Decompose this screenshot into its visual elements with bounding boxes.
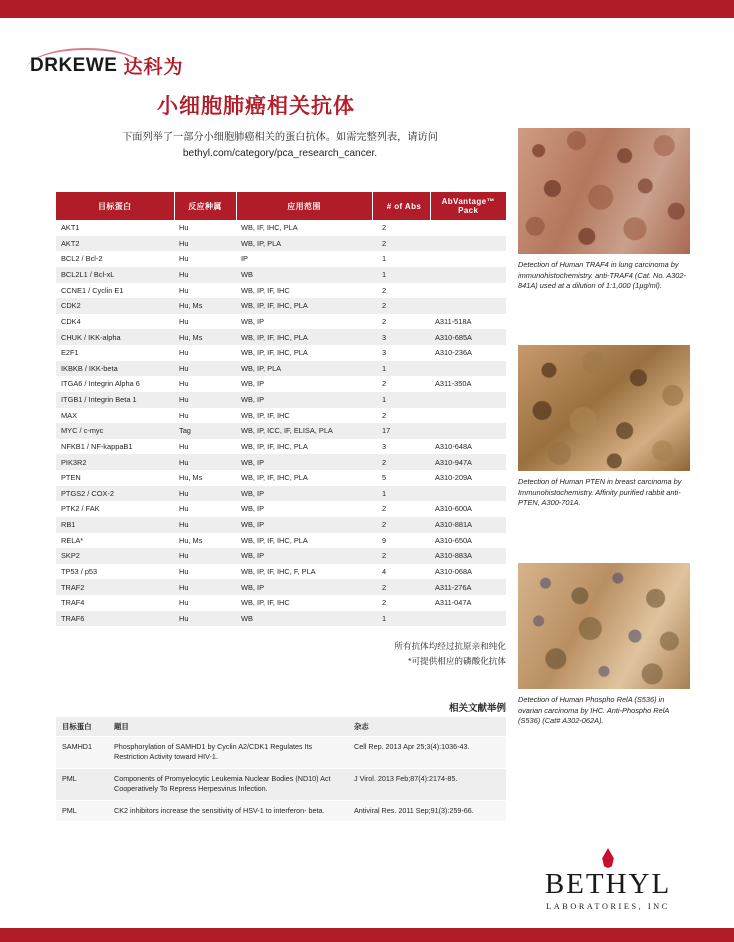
cell-applications: WB (241, 270, 253, 280)
cell-pack (430, 283, 506, 299)
cell-applications: WB, IP, IF, IHC, PLA (241, 441, 308, 451)
cell-species: Hu (179, 379, 189, 389)
cell-abs-count: 2 (382, 551, 387, 561)
cell-pack: A310-068A (435, 566, 472, 576)
column-header-target: 目标蛋白 (56, 192, 174, 220)
cell-species: Hu (179, 520, 189, 530)
cell-pack: A310-685A (435, 332, 472, 342)
cell-species: Hu (179, 316, 189, 326)
ref-cell-journal: Cell Rep. 2013 Apr 25;3(4):1036-43. (348, 737, 506, 769)
cell-species: Hu (179, 285, 189, 295)
cell-applications: WB, IP (241, 488, 264, 498)
cell-abs-count: 1 (382, 488, 387, 498)
cell-species: Hu (179, 551, 189, 561)
cell-pack (430, 423, 506, 439)
cell-abs-count: 3 (382, 441, 387, 451)
cell-target: MYC / c-myc (61, 426, 104, 436)
figure-caption-phospho-rela: Detection of Human Phospho RelA (S536) in ovarian carcinoma by IHC. Anti-Phospho RelA (S536) (Cat# A302-062A). (518, 695, 670, 726)
table-row (56, 236, 506, 252)
cell-abs-count: 5 (382, 473, 387, 483)
cell-pack: A310-648A (435, 441, 472, 451)
footnote-purification: 所有抗体均经过抗原亲和纯化 (394, 641, 506, 651)
table-row (56, 408, 506, 424)
cell-pack (430, 486, 506, 502)
cell-abs-count: 3 (382, 332, 387, 342)
antibody-table (56, 192, 506, 626)
cell-target: CHUK / IKK-alpha (61, 332, 121, 342)
cell-target: AKT1 (61, 223, 80, 233)
cell-applications: WB (241, 613, 253, 623)
cell-target: BCL2L1 / Bcl-xL (61, 270, 115, 280)
cell-species: Hu (179, 504, 189, 514)
brand-chinese-text: 达科为 (123, 57, 184, 78)
intro-paragraph (60, 130, 500, 162)
cell-species: Hu (179, 457, 189, 467)
intro-line-1: 下面列举了一部分小细胞肺癌相关的蛋白抗体。如需完整列表，请访问 (122, 132, 438, 143)
antibody-table-body (56, 220, 506, 626)
cell-applications: WB, IP, IF, IHC, PLA (241, 473, 308, 483)
cell-applications: WB, IP, IF, IHC, PLA (241, 301, 308, 311)
ref-cell-target: PML (56, 800, 108, 821)
cell-applications: WB, IP, ICC, IF, ELISA, PLA (241, 426, 333, 436)
bethyl-logo-subtitle: LABORATORIES, INC (546, 902, 670, 911)
micrograph-image-traf4 (518, 128, 690, 254)
cell-species: Hu, Ms (179, 535, 203, 545)
cell-applications: WB, IP, IF, IHC, PLA (241, 535, 308, 545)
intro-url[interactable]: bethyl.com/category/pca_research_cancer. (182, 147, 378, 159)
cell-target: PTK2 / FAK (61, 504, 100, 514)
cell-abs-count: 17 (382, 426, 391, 436)
cell-target: CCNE1 / Cyclin E1 (61, 285, 124, 295)
table-row (56, 345, 506, 361)
cell-pack (430, 251, 506, 267)
cell-species: Hu (179, 254, 189, 264)
table-row (56, 298, 506, 314)
cell-species: Hu, Ms (179, 473, 203, 483)
table-row (56, 454, 506, 470)
ref-column-header-target: 目标蛋白 (56, 717, 108, 737)
cell-species: Hu (179, 582, 189, 592)
ref-cell-title: Components of Promyelocytic Leukemia Nuclear Bodies (ND10) Act Cooperatively To Repress Herpesvirus Infection. (108, 768, 348, 800)
figure-caption-traf4: Detection of Human TRAF4 in lung carcinoma by immunohistochemistry. anti-TRAF4 (Cat. No. A302-841A) used at a dilution of 1:1,000 (1µg/ml). (518, 260, 686, 291)
table-row (56, 283, 506, 299)
cell-target: RB1 (61, 520, 76, 530)
top-red-bar (0, 0, 734, 18)
cell-target: TP53 / p53 (61, 566, 98, 576)
cell-target: BCL2 / Bcl-2 (61, 254, 103, 264)
cell-pack (430, 392, 506, 408)
ref-cell-journal: J Virol. 2013 Feb;87(4):2174-85. (348, 768, 506, 800)
cell-abs-count: 3 (382, 348, 387, 358)
cell-applications: WB, IP, IF, IHC, PLA (241, 332, 308, 342)
cell-applications: WB, IP (241, 316, 264, 326)
table-row (56, 392, 506, 408)
table-row (56, 501, 506, 517)
cell-pack (430, 220, 506, 236)
cell-species: Hu (179, 566, 189, 576)
list-item (56, 768, 506, 800)
cell-target: E2F1 (61, 348, 79, 358)
references-table-body (56, 737, 506, 822)
table-row (56, 470, 506, 486)
cell-applications: WB, IP (241, 520, 264, 530)
page-title: 小细胞肺癌相关抗体 (157, 95, 355, 118)
bethyl-logo-name: BETHYL (544, 868, 672, 900)
references-header-row (56, 717, 506, 737)
cell-abs-count: 2 (382, 223, 387, 233)
cell-target: TRAF2 (61, 582, 85, 592)
cell-abs-count: 2 (382, 379, 387, 389)
cell-target: MAX (61, 410, 78, 420)
figure-pten (518, 345, 690, 509)
cell-pack (430, 611, 506, 627)
ref-cell-journal: Antiviral Res. 2011 Sep;91(3):259-66. (348, 800, 506, 821)
cell-applications: WB, IP (241, 551, 264, 561)
cell-pack: A310-236A (435, 348, 472, 358)
cell-species: Hu (179, 395, 189, 405)
cell-applications: WB, IP (241, 582, 264, 592)
references-heading: 相关文献举例 (448, 703, 506, 714)
cell-applications: WB, IP, IF, IHC (241, 285, 290, 295)
table-row (56, 423, 506, 439)
ref-cell-title: Phosphorylation of SAMHD1 by Cyclin A2/CDK1 Regulates Its Restriction Activity toward HIV-1. (108, 737, 348, 769)
table-row (56, 376, 506, 392)
cell-pack (430, 361, 506, 377)
cell-pack (430, 408, 506, 424)
cell-pack: A311-518A (435, 316, 472, 326)
cell-applications: WB, IP (241, 504, 264, 514)
table-row (56, 329, 506, 345)
cell-species: Hu (179, 598, 189, 608)
figure-traf4 (518, 128, 690, 292)
cell-species: Hu, Ms (179, 332, 203, 342)
cell-species: Hu (179, 223, 189, 233)
cell-abs-count: 2 (382, 301, 387, 311)
column-header-species: 反应种属 (174, 192, 236, 220)
cell-pack: A311-047A (435, 598, 472, 608)
cell-pack (430, 298, 506, 314)
ref-cell-title: CK2 inhibitors increase the sensitivity of HSV-1 to interferon- beta. (108, 800, 348, 821)
cell-abs-count: 2 (382, 285, 387, 295)
column-header-applications: 应用范围 (236, 192, 372, 220)
cell-applications: IP (241, 254, 248, 264)
list-item (56, 800, 506, 821)
cell-species: Tag (179, 426, 191, 436)
cell-species: Hu (179, 348, 189, 358)
ref-cell-target: PML (56, 768, 108, 800)
table-row (56, 611, 506, 627)
column-header-abs-count: # of Abs (372, 192, 430, 220)
cell-target: IKBKB / IKK-beta (61, 363, 118, 373)
cell-pack: A310-881A (435, 520, 472, 530)
cell-target: CDK4 (61, 316, 81, 326)
references-table (56, 717, 506, 821)
brand-mark-text: DRKEWE (30, 54, 118, 76)
cell-abs-count: 1 (382, 270, 387, 280)
cell-abs-count: 2 (382, 582, 387, 592)
cell-species: Hu (179, 441, 189, 451)
cell-applications: WB, IP (241, 457, 264, 467)
cell-pack: A310-947A (435, 457, 472, 467)
cell-target: NFKB1 / NF-kappaB1 (61, 441, 133, 451)
footnote-phospho: *可提供相应的磷酸化抗体 (408, 655, 506, 666)
blood-drop-icon (601, 848, 615, 868)
table-footnotes (56, 639, 506, 668)
brand-logo (30, 52, 183, 79)
cell-abs-count: 2 (382, 598, 387, 608)
cell-species: Hu (179, 270, 189, 280)
cell-target: SKP2 (61, 551, 80, 561)
ref-column-header-title: 题目 (108, 717, 348, 737)
cell-pack (430, 267, 506, 283)
table-row (56, 595, 506, 611)
cell-pack: A311-350A (435, 379, 472, 389)
table-row (56, 314, 506, 330)
figure-phospho-rela (518, 563, 690, 727)
cell-abs-count: 1 (382, 613, 387, 623)
cell-target: PIK3R2 (61, 457, 87, 467)
cell-pack: A311-276A (435, 582, 472, 592)
cell-species: Hu, Ms (179, 301, 203, 311)
cell-abs-count: 1 (382, 363, 387, 373)
table-row (56, 486, 506, 502)
cell-pack: A310-600A (435, 504, 472, 514)
bottom-red-bar (0, 928, 734, 942)
bethyl-logo (518, 848, 698, 911)
cell-target: RELA* (61, 535, 84, 545)
ref-column-header-journal: 杂志 (348, 717, 506, 737)
table-header-row (56, 192, 506, 220)
cell-target: PTGS2 / COX-2 (61, 488, 114, 498)
table-row (56, 361, 506, 377)
cell-applications: WB, IP, IF, IHC (241, 410, 290, 420)
cell-target: ITGA6 / Integrin Alpha 6 (61, 379, 140, 389)
cell-abs-count: 2 (382, 504, 387, 514)
cell-species: Hu (179, 238, 189, 248)
table-row (56, 548, 506, 564)
cell-applications: WB, IP, IF, IHC, F, PLA (241, 566, 316, 576)
cell-species: Hu (179, 363, 189, 373)
table-row (56, 439, 506, 455)
cell-applications: WB, IP, PLA (241, 238, 282, 248)
table-row (56, 579, 506, 595)
cell-target: ITGB1 / Integrin Beta 1 (61, 395, 137, 405)
cell-target: TRAF6 (61, 613, 85, 623)
cell-species: Hu (179, 613, 189, 623)
cell-pack (430, 236, 506, 252)
cell-target: CDK2 (61, 301, 81, 311)
cell-applications: WB, IP (241, 395, 264, 405)
cell-applications: WB, IP, IF, IHC (241, 598, 290, 608)
cell-abs-count: 2 (382, 238, 387, 248)
ref-cell-target: SAMHD1 (56, 737, 108, 769)
table-row (56, 533, 506, 549)
cell-abs-count: 2 (382, 520, 387, 530)
cell-species: Hu (179, 488, 189, 498)
figure-caption-pten: Detection of Human PTEN in breast carcinoma by Immunohistochemistry. Affinity purified rabbit anti-PTEN, A300-701A. (518, 477, 682, 508)
list-item (56, 737, 506, 769)
cell-pack: A310-209A (435, 473, 472, 483)
cell-pack: A310-883A (435, 551, 472, 561)
table-row (56, 517, 506, 533)
cell-applications: WB, IP (241, 379, 264, 389)
cell-applications: WB, IP, IF, IHC, PLA (241, 348, 308, 358)
cell-abs-count: 2 (382, 457, 387, 467)
cell-abs-count: 1 (382, 395, 387, 405)
table-row (56, 564, 506, 580)
micrograph-image-phospho-rela (518, 563, 690, 689)
cell-abs-count: 1 (382, 254, 387, 264)
table-row (56, 220, 506, 236)
cell-abs-count: 2 (382, 410, 387, 420)
cell-pack: A310-650A (435, 535, 472, 545)
header-website-link[interactable]: bethyl.com (645, 39, 708, 51)
cell-abs-count: 2 (382, 316, 387, 326)
cell-target: TRAF4 (61, 598, 85, 608)
table-row (56, 251, 506, 267)
cell-applications: WB, IF, IHC, PLA (241, 223, 298, 233)
page-header (0, 18, 734, 78)
column-header-abvantage-pack: AbVantage™ Pack (430, 192, 506, 220)
table-row (56, 267, 506, 283)
cell-target: PTEN (61, 473, 81, 483)
cell-target: AKT2 (61, 238, 80, 248)
cell-abs-count: 4 (382, 566, 387, 576)
cell-applications: WB, IP, PLA (241, 363, 282, 373)
micrograph-image-pten (518, 345, 690, 471)
cell-abs-count: 9 (382, 535, 387, 545)
cell-species: Hu (179, 410, 189, 420)
